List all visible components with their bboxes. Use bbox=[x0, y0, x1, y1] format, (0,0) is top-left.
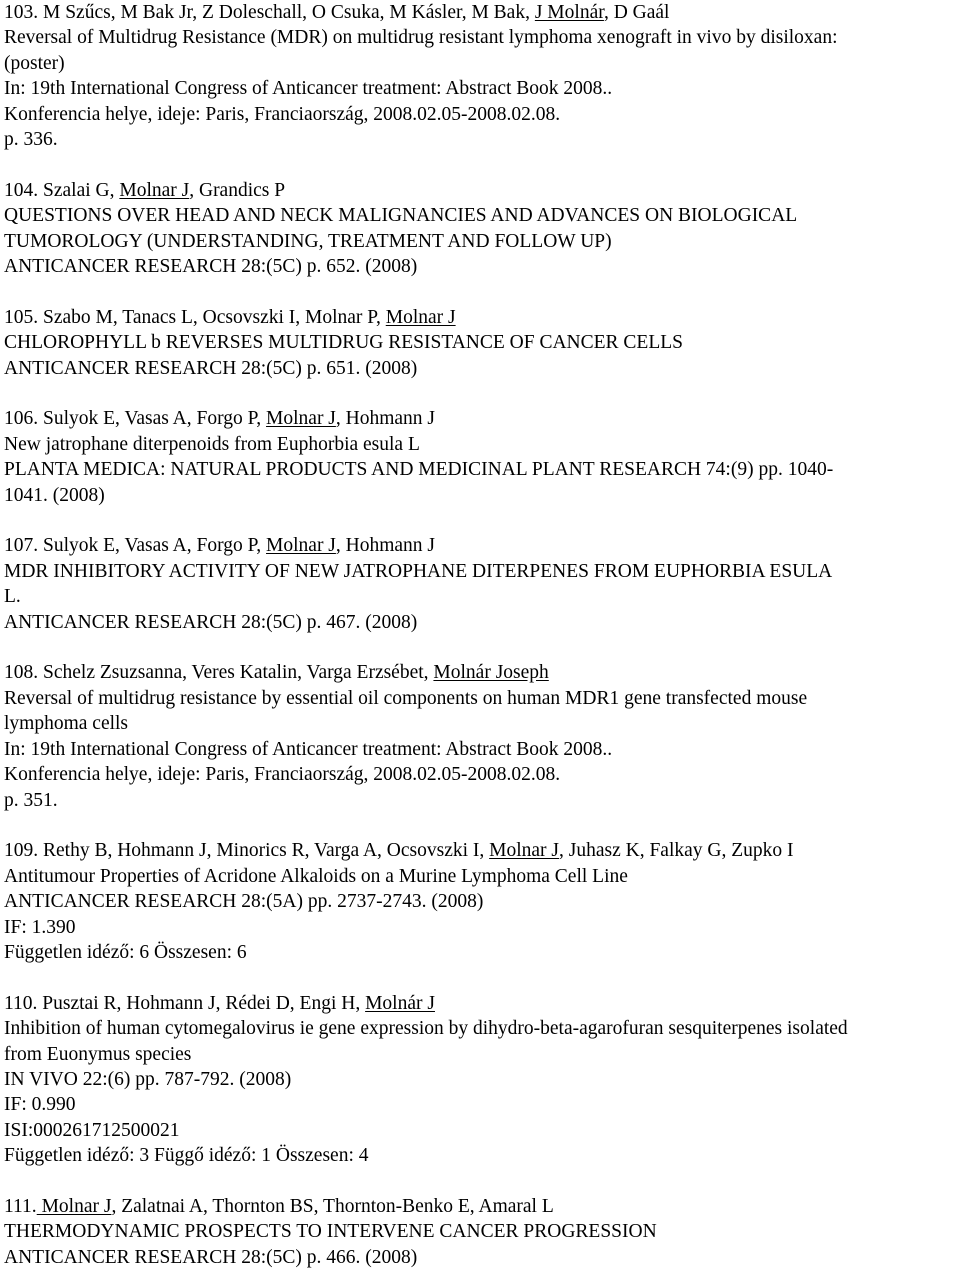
entry-text: p. 351. bbox=[4, 789, 58, 811]
publication-entry bbox=[4, 991, 960, 1169]
entry-text: 104. Szalai G, bbox=[4, 179, 120, 201]
entry-text: ANTICANCER RESEARCH 28:(5A) pp. 2737-2743. (2008) bbox=[4, 891, 484, 913]
entry-text: 110. Pusztai R, Hohmann J, Rédei D, Engi H, bbox=[4, 992, 366, 1014]
entry-text: , Hohmann J bbox=[335, 408, 436, 430]
entry-text: Inhibition of human cytomegalovirus ie gene expression by dihydro-beta-agarofuran sesquiterpenes isolated bbox=[4, 1018, 848, 1040]
underlined-author-name: Molnar J bbox=[489, 840, 560, 862]
underlined-author-name: Molnar J bbox=[385, 306, 456, 328]
entry-line bbox=[4, 254, 960, 279]
entry-text: ANTICANCER RESEARCH 28:(5C) p. 652. (2008) bbox=[4, 256, 418, 278]
entry-text: 111. bbox=[4, 1195, 37, 1217]
entry-line bbox=[4, 203, 960, 228]
entry-line bbox=[4, 432, 960, 457]
entry-line bbox=[4, 127, 960, 152]
entry-line bbox=[4, 102, 960, 127]
entry-text: ANTICANCER RESEARCH 28:(5C) p. 467. (2008) bbox=[4, 611, 418, 633]
entry-line bbox=[4, 1143, 960, 1168]
underlined-author-name: Molnar J bbox=[36, 1195, 112, 1217]
underlined-author-name: Molnar J bbox=[119, 179, 190, 201]
underlined-author-name: Molnar J bbox=[266, 535, 336, 557]
entry-text: 106. Sulyok E, Vasas A, Forgo P, bbox=[4, 408, 267, 430]
entry-spacer bbox=[4, 279, 960, 304]
entry-text: PLANTA MEDICA: NATURAL PRODUCTS AND MEDICINAL PLANT RESEARCH 74:(9) pp. 1040- bbox=[4, 459, 834, 481]
entry-text: 108. Schelz Zsuzsanna, Veres Katalin, Varga Erzsébet, bbox=[4, 662, 434, 684]
underlined-author-name: Molnár Joseph bbox=[433, 662, 549, 684]
entry-line bbox=[4, 1067, 960, 1092]
entry-text: 103. M Szűcs, M Bak Jr, Z Doleschall, O Csuka, M Kásler, M Bak, bbox=[4, 2, 535, 23]
entry-spacer bbox=[4, 635, 960, 660]
entry-text: QUESTIONS OVER HEAD AND NECK MALIGNANCIES AND ADVANCES ON BIOLOGICAL bbox=[4, 205, 798, 227]
entry-text: Antitumour Properties of Acridone Alkaloids on a Murine Lymphoma Cell Line bbox=[4, 865, 628, 887]
entry-line bbox=[4, 406, 960, 431]
entry-spacer bbox=[4, 813, 960, 838]
publication-entry bbox=[4, 305, 960, 381]
entry-text: Reversal of multidrug resistance by essential oil components on human MDR1 gene transfected mouse bbox=[4, 687, 808, 709]
publication-entry bbox=[4, 1194, 960, 1270]
entry-text: CHLOROPHYLL b REVERSES MULTIDRUG RESISTANCE OF CANCER CELLS bbox=[4, 332, 684, 354]
entry-line bbox=[4, 76, 960, 101]
entry-text: , Hohmann J bbox=[335, 535, 436, 557]
entry-line bbox=[4, 1042, 960, 1067]
publication-entry bbox=[4, 0, 960, 152]
publication-entry bbox=[4, 660, 960, 812]
entry-text: 1041. (2008) bbox=[4, 484, 105, 506]
entry-line bbox=[4, 915, 960, 940]
entry-text: lymphoma cells bbox=[4, 713, 129, 735]
entry-text: MDR INHIBITORY ACTIVITY OF NEW JATROPHANE DITERPENES FROM EUPHORBIA ESULA bbox=[4, 560, 833, 582]
publication-entry bbox=[4, 406, 960, 508]
entry-line bbox=[4, 533, 960, 558]
entry-line bbox=[4, 889, 960, 914]
entry-text: , Zalatnai A, Thornton BS, Thornton-Benko E, Amaral L bbox=[111, 1195, 554, 1217]
entry-text: IF: 0.990 bbox=[4, 1094, 76, 1116]
entry-line bbox=[4, 356, 960, 381]
entry-line bbox=[4, 305, 960, 330]
entry-spacer bbox=[4, 965, 960, 990]
entry-text: ANTICANCER RESEARCH 28:(5C) p. 651. (2008) bbox=[4, 357, 418, 379]
underlined-author-name: Molnár J bbox=[365, 992, 435, 1014]
entry-text: Reversal of Multidrug Resistance (MDR) on multidrug resistant lymphoma xenograft in vivo by disiloxan: bbox=[4, 27, 838, 49]
entry-line bbox=[4, 25, 960, 50]
entry-line bbox=[4, 1245, 960, 1270]
entry-text: p. 336. bbox=[4, 129, 58, 151]
entry-line bbox=[4, 51, 960, 76]
entry-spacer bbox=[4, 381, 960, 406]
entry-text: In: 19th International Congress of Anticancer treatment: Abstract Book 2008.. bbox=[4, 78, 613, 100]
entry-text: 109. Rethy B, Hohmann J, Minorics R, Varga A, Ocsovszki I, bbox=[4, 840, 490, 862]
entry-text: Konferencia helye, ideje: Paris, Franciaország, 2008.02.05-2008.02.08. bbox=[4, 764, 561, 786]
entry-line bbox=[4, 1016, 960, 1041]
entry-line bbox=[4, 1219, 960, 1244]
entry-line bbox=[4, 711, 960, 736]
entry-text: ANTICANCER RESEARCH 28:(5C) p. 466. (2008) bbox=[4, 1246, 418, 1268]
entry-line bbox=[4, 737, 960, 762]
entry-line bbox=[4, 864, 960, 889]
entry-line bbox=[4, 686, 960, 711]
entry-text: IF: 1.390 bbox=[4, 916, 76, 938]
publication-entry bbox=[4, 838, 960, 965]
entry-text: 107. Sulyok E, Vasas A, Forgo P, bbox=[4, 535, 267, 557]
entry-text: IN VIVO 22:(6) pp. 787-792. (2008) bbox=[4, 1068, 292, 1090]
entry-line bbox=[4, 229, 960, 254]
entry-spacer bbox=[4, 508, 960, 533]
entry-line bbox=[4, 457, 960, 482]
entry-text: THERMODYNAMIC PROSPECTS TO INTERVENE CANCER PROGRESSION bbox=[4, 1221, 657, 1243]
underlined-author-name: J Molnár bbox=[534, 2, 604, 23]
entry-text: ISI:000261712500021 bbox=[4, 1119, 180, 1141]
entry-text: (poster) bbox=[4, 52, 65, 74]
entry-line bbox=[4, 940, 960, 965]
entry-line bbox=[4, 330, 960, 355]
underlined-author-name: Molnar J bbox=[266, 408, 336, 430]
entry-line bbox=[4, 0, 960, 25]
entry-text: Konferencia helye, ideje: Paris, Franciaország, 2008.02.05-2008.02.08. bbox=[4, 103, 561, 125]
entry-line bbox=[4, 838, 960, 863]
entry-line bbox=[4, 559, 960, 584]
entry-spacer bbox=[4, 1169, 960, 1194]
entry-line bbox=[4, 178, 960, 203]
entry-text: In: 19th International Congress of Anticancer treatment: Abstract Book 2008.. bbox=[4, 738, 613, 760]
publication-entry bbox=[4, 533, 960, 635]
entry-line bbox=[4, 762, 960, 787]
entry-text: , Juhasz K, Falkay G, Zupko I bbox=[559, 840, 794, 862]
publication-entry bbox=[4, 178, 960, 280]
entry-text: TUMOROLOGY (UNDERSTANDING, TREATMENT AND FOLLOW UP) bbox=[4, 230, 612, 252]
entry-text: L. bbox=[4, 586, 21, 608]
entry-text: New jatrophane diterpenoids from Euphorbia esula L bbox=[4, 433, 420, 455]
entry-line bbox=[4, 584, 960, 609]
entry-text: , Grandics P bbox=[189, 179, 286, 201]
entry-text: , D Gaál bbox=[603, 2, 670, 23]
entry-text: Független idéző: 3 Függő idéző: 1 Összesen: 4 bbox=[4, 1145, 369, 1167]
entry-line bbox=[4, 660, 960, 685]
entry-text: 105. Szabo M, Tanacs L, Ocsovszki I, Molnar P, bbox=[4, 306, 386, 328]
entry-spacer bbox=[4, 152, 960, 177]
entry-line bbox=[4, 1092, 960, 1117]
entry-text: Független idéző: 6 Összesen: 6 bbox=[4, 941, 247, 963]
entry-line bbox=[4, 788, 960, 813]
entry-line bbox=[4, 991, 960, 1016]
entry-line bbox=[4, 483, 960, 508]
entry-line bbox=[4, 1194, 960, 1219]
entry-text: from Euonymus species bbox=[4, 1043, 192, 1065]
entry-line bbox=[4, 610, 960, 635]
entry-line bbox=[4, 1118, 960, 1143]
